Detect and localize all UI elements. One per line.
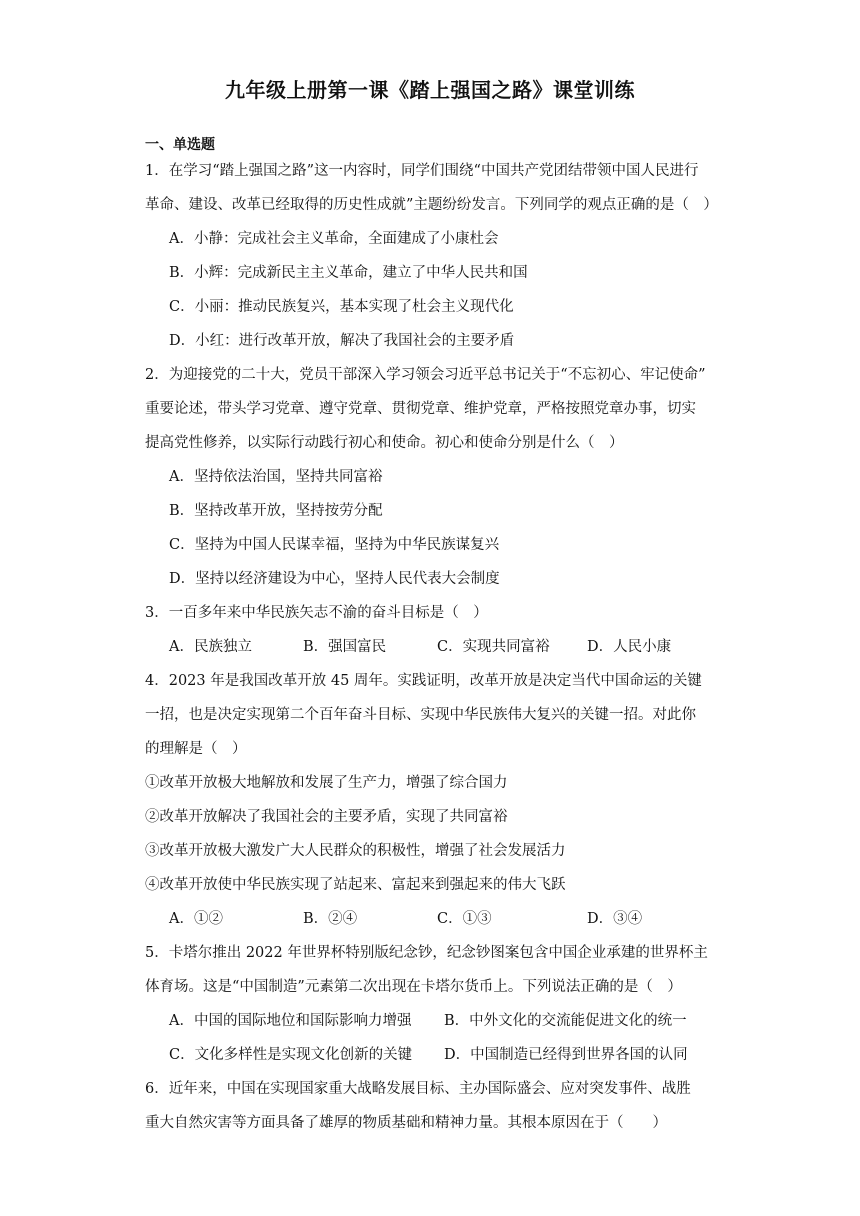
- option-b: B．强国富民: [303, 639, 387, 655]
- option-a: A．民族独立: [169, 639, 252, 655]
- option-b: B．坚持改革开放，坚持按劳分配: [169, 503, 383, 519]
- option-row: [145, 1038, 725, 1072]
- option-d: D．坚持以经济建设为中心，坚持人民代表大会制度: [169, 571, 500, 587]
- option-c: C．实现共同富裕: [437, 639, 550, 655]
- question-stem-line: 提高党性修养，以实际行动践行初心和使命。初心和使命分别是什么（ ）: [145, 435, 624, 451]
- question-stem-line: 5．卡塔尔推出 2022 年世界杯特别版纪念钞，纪念钞图案包含中国企业承建的世界杯主: [145, 945, 708, 961]
- question-3: [145, 596, 725, 664]
- statement-3: ③改革开放极大激发广大人民群众的积极性，增强了社会发展活力: [145, 843, 566, 859]
- option-b: B．小辉：完成新民主主义革命，建立了中华人民共和国: [169, 265, 528, 281]
- option-d: D．③④: [587, 911, 643, 927]
- section-heading: 一、单选题: [145, 137, 215, 153]
- question-5: [145, 936, 725, 1072]
- option-d: D．小红：进行改革开放，解决了我国社会的主要矛盾: [169, 333, 515, 349]
- question-stem-line: 2．为迎接党的二十大，党员干部深入学习领会习近平总书记关于“不忘初心、牢记使命”: [145, 367, 706, 383]
- question-1: [145, 154, 725, 358]
- statement-2: ②改革开放解决了我国社会的主要矛盾，实现了共同富裕: [145, 809, 508, 825]
- question-2: [145, 358, 725, 596]
- option-a: A．坚持依法治国，坚持共同富裕: [169, 469, 383, 485]
- option-b: B．中外文化的交流能促进文化的统一: [444, 1013, 687, 1029]
- question-stem-line: 6．近年来，中国在实现国家重大战略发展目标、主办国际盛会、应对突发事件、战胜: [145, 1081, 691, 1097]
- question-stem-line: 的理解是（ ）: [145, 741, 247, 757]
- question-6: [145, 1072, 725, 1140]
- option-d: D．人民小康: [587, 639, 672, 655]
- option-c: C．坚持为中国人民谋幸福，坚持为中华民族谋复兴: [169, 537, 500, 553]
- question-stem-line: 重要论述，带头学习党章、遵守党章、贯彻党章、维护党章，严格按照党章办事，切实: [145, 401, 696, 417]
- statement-4: ④改革开放使中华民族实现了站起来、富起来到强起来的伟大飞跃: [145, 877, 566, 893]
- question-stem-line: 4．2023 年是我国改革开放 45 周年。实践证明，改革开放是决定当代中国命运的关键: [145, 673, 702, 689]
- option-d: D．中国制造已经得到世界各国的认同: [444, 1047, 688, 1063]
- question-stem-line: 革命、建设、改革已经取得的历史性成就”主题纷纷发言。下列同学的观点正确的是（ ）: [145, 197, 718, 213]
- question-stem-line: 一招，也是决定实现第二个百年奋斗目标、实现中华民族伟大复兴的关键一招。对此你: [145, 707, 696, 723]
- option-c: C．①③: [437, 911, 492, 927]
- option-b: B．②④: [303, 911, 358, 927]
- question-stem-line: 重大自然灾害等方面具备了雄厚的物质基础和精神力量。其根本原因在于（ ）: [145, 1115, 667, 1131]
- question-stem-line: 体育场。这是“中国制造”元素第二次出现在卡塔尔货币上。下列说法正确的是（ ）: [145, 979, 682, 995]
- option-a: A．小静：完成社会主义革命，全面建成了小康杜会: [169, 231, 499, 247]
- option-a: A．①②: [169, 911, 223, 927]
- option-row: [145, 902, 725, 936]
- option-c: C．小丽：推动民族复兴，基本实现了杜会主义现代化: [169, 299, 514, 315]
- question-stem-line: 3．一百多年来中华民族矢志不渝的奋斗目标是（ ）: [145, 605, 488, 621]
- statement-1: ①改革开放极大地解放和发展了生产力，增强了综合国力: [145, 775, 508, 791]
- option-row: [145, 630, 725, 664]
- document-title: 九年级上册第一课《踏上强国之路》课堂训练: [225, 78, 635, 102]
- option-c: C．文化多样性是实现文化创新的关键: [169, 1047, 413, 1063]
- option-a: A．中国的国际地位和国际影响力增强: [169, 1013, 412, 1029]
- question-4: [145, 664, 725, 936]
- option-row: [145, 1004, 725, 1038]
- question-stem-line: 1．在学习“踏上强国之路”这一内容时，同学们围绕“中国共产党团结带领中国人民进行: [145, 163, 699, 179]
